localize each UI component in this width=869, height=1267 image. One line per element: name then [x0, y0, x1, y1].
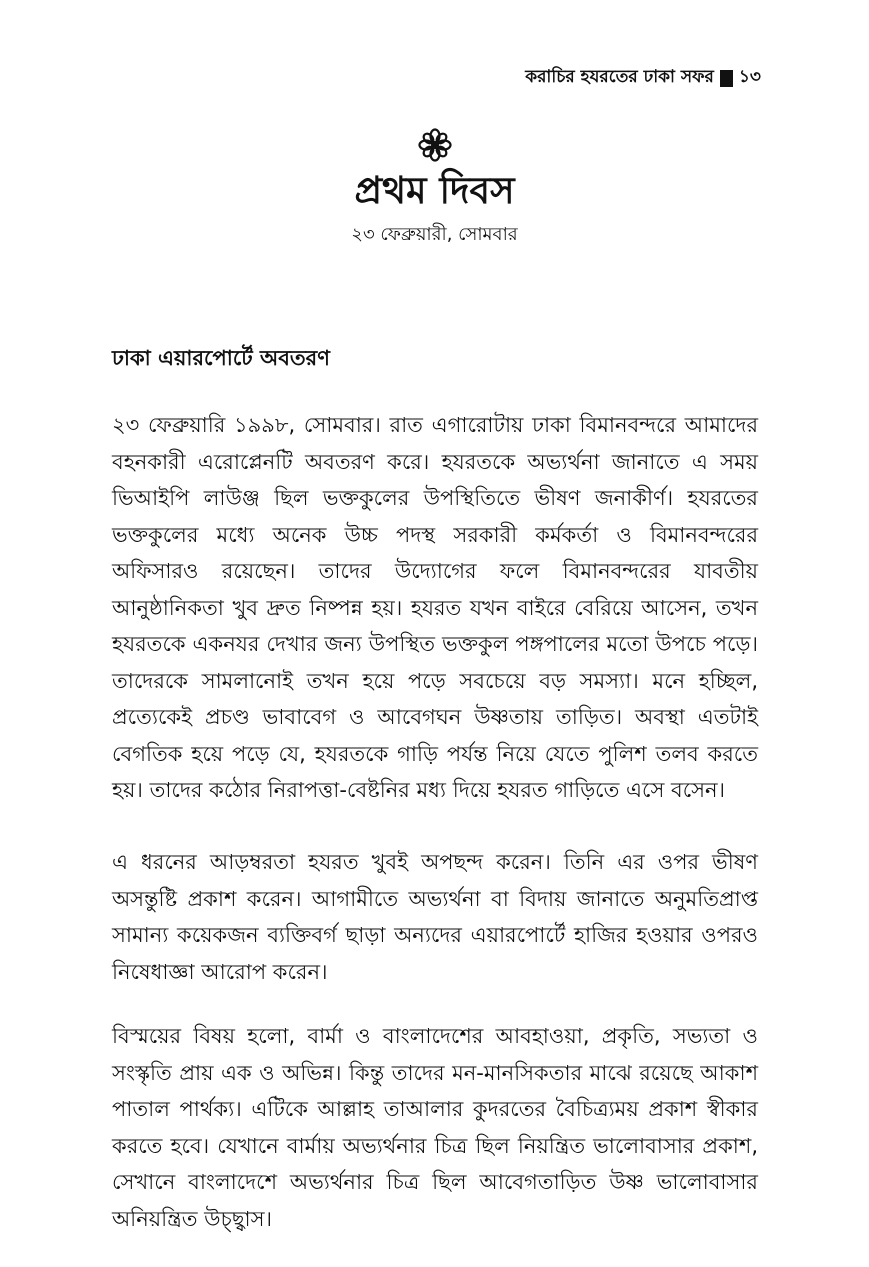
running-header — [525, 64, 761, 92]
body-paragraph: এ ধরনের আড়ম্বরতা হযরত খুবই অপছন্দ করেন। তিনি এর ওপর ভীষণ অসন্তুষ্টি প্রকাশ করেন। আগামীতে অভ্যর্থনা বা বিদায় জানাতে অনুমতিপ্রাপ্ত সামান্য কয়েকজন ব্যক্তিবর্গ ছাড়া অন্যদের এয়ারপোর্টে হাজির হওয়ার ওপরও নিষেধাজ্ঞা আরোপ করেন। — [112, 850, 758, 984]
body-paragraph: ২৩ ফেব্রুয়ারি ১৯৯৮, সোমবার। রাত এগারোটায় ঢাকা বিমানবন্দরে আমাদের বহনকারী এরোপ্লেনটি অবতরণ করে। হযরতকে অভ্যর্থনা জানাতে এ সময় ভিআইপি লাউঞ্জ ছিল ভক্তকুলের উপস্থিতিতে ভীষণ জনাকীর্ণ। হযরতের ভক্তকুলের মধ্যে অনেক উচ্চ পদস্থ সরকারী কর্মকর্তা ও বিমানবন্দরের অফিসারও রয়েছেন। তাদের উদ্যোগের ফলে বিমানবন্দরের যাবতীয় আনুষ্ঠানিকতা খুব দ্রুত নিষ্পন্ন হয়। হযরত যখন বাইরে বেরিয়ে আসেন, তখন হযরতকে একনযর দেখার জন্য উপস্থিত ভক্তকুল পঙ্গপালের মতো উপচে পড়ে। তাদেরকে সামলানোই তখন হয়ে পড়ে সবচেয়ে বড় সমস্যা। মনে হচ্ছিল, প্রত্যেকেই প্রচণ্ড ভাবাবেগ ও আবেগঘন উষ্ণতায় তাড়িত। অবস্থা এতটাই বেগতিক হয়ে পড়ে যে, হযরতকে গাড়ি পর্যন্ত নিয়ে যেতে পুলিশ তলব করতে হয়। তাদের কঠোর নিরাপত্তা-বেষ্টনির মধ্য দিয়ে হযরত গাড়িতে এসে বসেন। — [112, 413, 758, 802]
running-header-book-title: করাচির হযরতের ঢাকা সফর — [525, 67, 714, 87]
flower-ornament-icon — [418, 128, 452, 162]
square-bullet-icon — [720, 70, 733, 87]
chapter-date: ২৩ ফেব্রুয়ারী, সোমবার — [351, 224, 518, 245]
ornament — [0, 128, 869, 162]
page-number: ১৩ — [738, 67, 761, 87]
body-paragraph: বিস্ময়ের বিষয় হলো, বার্মা ও বাংলাদেশের আবহাওয়া, প্রকৃতি, সভ্যতা ও সংস্কৃতি প্রায় এক ও অভিন্ন। কিন্তু তাদের মন-মানসিকতার মাঝে রয়েছে আকাশ পাতাল পার্থক্য। এটিকে আল্লাহ তাআলার কুদরতের বৈচিত্র্যময় প্রকাশ স্বীকার করতে হবে। যেখানে বার্মায় অভ্যর্থনার চিত্র ছিল নিয়ন্ত্রিত ভালোবাসার প্রকাশ, সেখানে বাংলাদেশে অভ্যর্থনার চিত্র ছিল আবেগতাড়িত উষ্ণ ভালোবাসার অনিয়ন্ত্রিত উচ্ছ্বাস। — [112, 1024, 758, 1231]
chapter-title: প্রথম দিবস — [354, 169, 515, 212]
section-heading: ঢাকা এয়ারপোর্টে অবতরণ — [112, 346, 330, 370]
